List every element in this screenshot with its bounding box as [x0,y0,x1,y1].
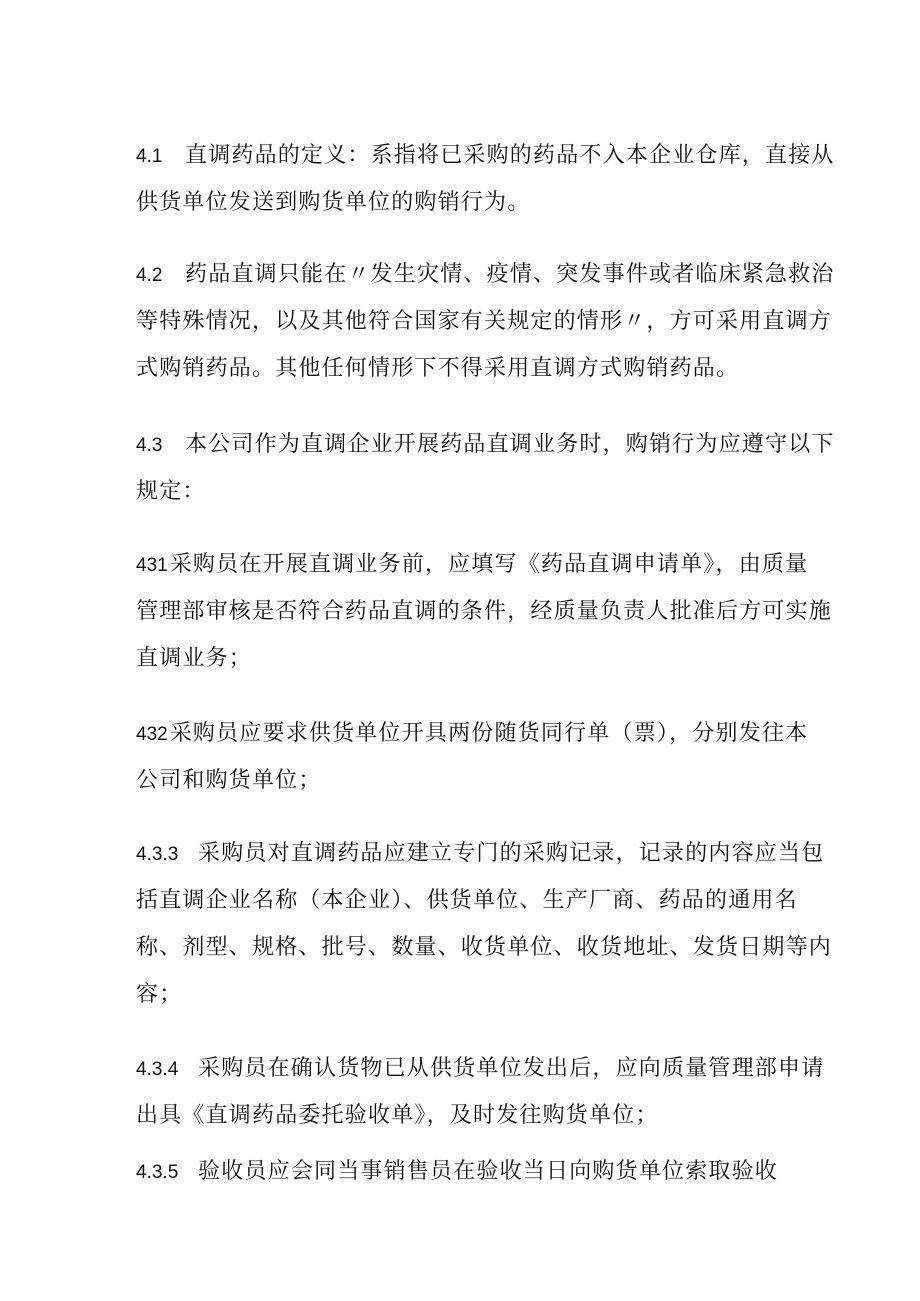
paragraph-line: 供货单位发送到购货单位的购销行为。 [136,190,531,215]
paragraph-4-3-1 [136,541,833,682]
paragraph-line [136,710,809,757]
line-text: 采购员对直调药品应建立专门的采购记录，记录的内容应当包 [198,841,825,866]
paragraph-line [136,541,809,588]
line-text: 本公司作为直调企业开展药品直调业务时，购销行为应遵守以下 [185,432,835,457]
clause-number: 4.3.3 [136,844,179,865]
paragraph-line: 式购销药品。其他任何情形下不得采用直调方式购销药品。 [136,356,740,381]
clause-number: 4.1 [136,146,163,167]
paragraph-line: 直调业务； [136,646,253,671]
clause-number: 432 [136,724,168,745]
paragraph-line [136,421,835,468]
paragraph-line [136,830,825,877]
paragraph-4-3-2 [136,710,809,804]
paragraph-line: 括直调企业名称（本企业）、供货单位、生产厂商、药品的通用名 [136,888,798,913]
paragraph-line: 管理部审核是否符合药品直调的条件，经质量负责人批准后方可实施 [136,599,833,624]
paragraph-line: 等特殊情况，以及其他符合国家有关规定的情形〃，方可采用直调方 [136,309,833,334]
paragraph-line: 公司和购货单位； [136,768,322,793]
clause-number: 4.3.4 [136,1059,179,1080]
paragraph-line [136,1148,796,1195]
paragraph-4-1 [136,132,835,226]
paragraph-line [136,132,835,179]
paragraph-line: 容； [136,982,183,1007]
paragraph-line: 规定： [136,479,206,504]
paragraph-4-3 [136,421,835,515]
paragraph-line [136,251,835,298]
paragraph-4-2 [136,251,835,392]
clause-number: 4.3.5 [136,1162,179,1183]
line-text: 验收员应会同当事销售员在验收当日向购货单位索取验收 [198,1159,779,1184]
line-text: 直调药品的定义：系指将已采购的药品不入本企业仓库，直接从 [185,143,835,168]
paragraph-line: 出具《直调药品委托验收单》，及时发往购货单位； [136,1103,659,1128]
line-text: 采购员在确认货物已从供货单位发出后，应向质量管理部申请 [198,1056,825,1081]
line-text: 采购员在开展直调业务前，应填写《药品直调申请单》，由质量 [169,552,809,577]
clause-number: 4.2 [136,265,163,286]
line-text: 采购员应要求供货单位开具两份随货同行单（票），分别发往本 [169,721,809,746]
line-text: 药品直调只能在〃发生灾情、疫情、突发事件或者临床紧急救治 [185,262,835,287]
clause-number: 431 [136,555,168,576]
paragraph-line [136,1045,825,1092]
paragraph-line: 称、剂型、规格、批号、数量、收货单位、收货地址、发货日期等内 [136,935,833,960]
paragraph-4-3-5 [136,1148,796,1195]
clause-number: 4.3 [136,435,163,456]
paragraph-4-3-3 [136,830,833,1018]
paragraph-4-3-4 [136,1045,825,1139]
